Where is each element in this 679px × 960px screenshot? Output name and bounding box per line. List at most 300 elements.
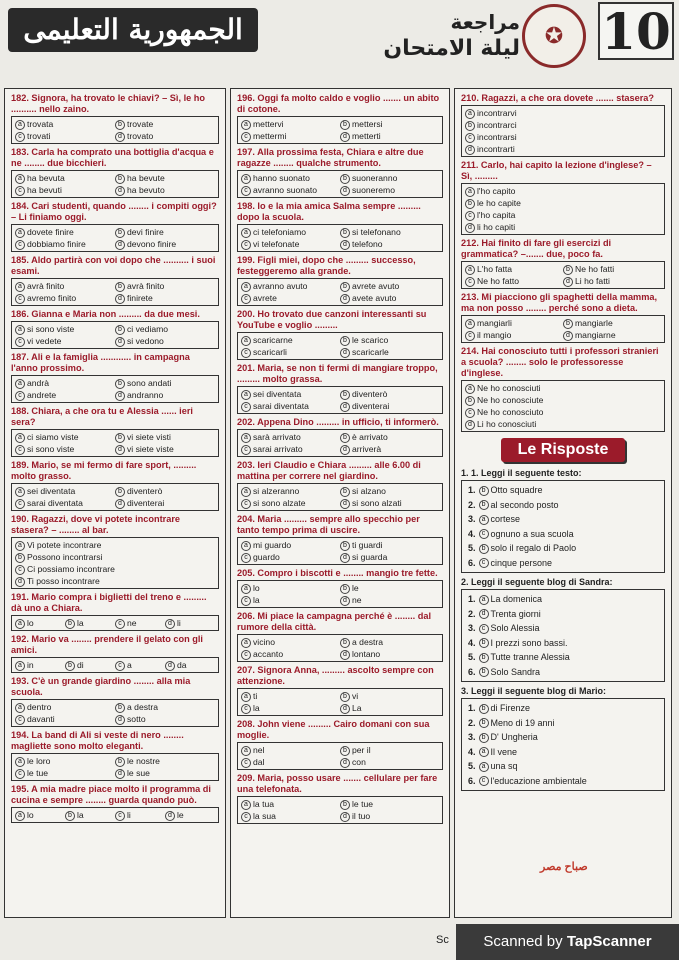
option-a[interactable] (15, 323, 115, 335)
option-a[interactable] (241, 280, 340, 292)
option-d[interactable] (340, 184, 439, 196)
option-d[interactable] (340, 497, 439, 509)
option-letter-icon: c (15, 391, 25, 401)
scanner-badge (456, 924, 679, 960)
option-text: ha bevuto (127, 185, 165, 195)
option-text: si alzano (352, 486, 386, 496)
answer-text: Solo Sandra (490, 666, 541, 677)
option-c[interactable] (241, 756, 340, 768)
option-b[interactable] (340, 280, 439, 292)
option-d[interactable] (340, 400, 439, 412)
option-text: a destra (127, 702, 159, 712)
option-letter-icon: a (241, 228, 251, 238)
option-a[interactable] (15, 172, 115, 184)
option-a[interactable] (241, 690, 340, 702)
option-letter-icon: c (15, 337, 25, 347)
option-d[interactable] (340, 292, 439, 304)
option-b[interactable] (340, 636, 439, 648)
option-letter-icon: a (15, 174, 25, 184)
option-c[interactable] (241, 346, 340, 358)
option-d[interactable] (563, 275, 661, 287)
option-a[interactable] (241, 539, 340, 551)
option-text: avrete avuto (352, 281, 400, 291)
option-c[interactable] (241, 400, 340, 412)
question-item (237, 460, 443, 511)
option-a[interactable] (241, 226, 340, 238)
option-letter-icon: c (241, 132, 251, 142)
option-text: arriverà (352, 444, 382, 454)
option-c[interactable] (465, 131, 661, 143)
option-text: avranno avuto (253, 281, 308, 291)
option-a[interactable] (241, 118, 340, 130)
option-a[interactable] (241, 431, 340, 443)
option-d[interactable] (563, 329, 661, 341)
option-b[interactable] (115, 323, 215, 335)
answer-item (468, 759, 658, 774)
option-d[interactable] (340, 346, 439, 358)
option-text: incontrarsi (477, 132, 517, 142)
option-letter-icon: d (340, 812, 350, 822)
option-text: vi siete visti (127, 432, 171, 442)
option-text: di (77, 660, 84, 670)
question-text: 207. Signora Anna, ......... ascolto sempre con attenzione. (237, 665, 434, 686)
options-box (11, 807, 219, 823)
option-a[interactable] (465, 107, 661, 119)
option-text: avrà finito (127, 281, 165, 291)
option-a[interactable] (15, 701, 115, 713)
answer-number: 3. (468, 623, 476, 633)
options-box (11, 657, 219, 673)
option-a[interactable] (241, 334, 340, 346)
option-b[interactable] (115, 701, 215, 713)
question-item (237, 417, 443, 457)
question-text: 194. La band di Ali si veste di nero ........ magliette sono molto eleganti. (11, 730, 184, 751)
option-letter-icon: a (241, 638, 251, 648)
option-letter-icon: c (15, 499, 25, 509)
option-letter-icon: d (465, 145, 475, 155)
option-text: L'ho fatta (477, 264, 513, 274)
option-d[interactable] (340, 551, 439, 563)
option-c[interactable] (465, 329, 563, 341)
option-d[interactable] (340, 702, 439, 714)
option-letter-icon: c (241, 402, 251, 412)
option-c[interactable] (115, 617, 165, 629)
option-c[interactable] (241, 648, 340, 660)
option-letter-icon: b (340, 746, 350, 756)
option-c[interactable] (241, 184, 340, 196)
option-d[interactable] (340, 810, 439, 822)
option-text: con (352, 757, 366, 767)
option-a[interactable] (15, 539, 215, 551)
option-letter-icon: d (340, 445, 350, 455)
option-text: mangiarle (575, 318, 613, 328)
option-letter-icon: a (15, 120, 25, 130)
option-b[interactable] (340, 798, 439, 810)
option-text: le (177, 810, 184, 820)
options-box (11, 278, 219, 306)
option-b[interactable] (115, 377, 215, 389)
option-text: Ne ho fatto (477, 276, 520, 286)
option-b[interactable] (340, 582, 439, 594)
option-b[interactable] (465, 119, 661, 131)
option-d[interactable] (115, 767, 215, 779)
option-text: sarai arrivato (253, 444, 303, 454)
option-d[interactable] (115, 184, 215, 196)
option-letter-icon: a (15, 661, 25, 671)
question-item (237, 201, 443, 252)
option-text: scaricarne (253, 335, 293, 345)
option-text: Ne ho conosciuti (477, 383, 541, 393)
option-letter-icon: c (465, 277, 475, 287)
column-1 (4, 88, 226, 918)
option-letter-icon: a (241, 800, 251, 810)
option-letter-icon: a (15, 228, 25, 238)
option-letter-icon: b (465, 199, 475, 209)
question-text: 195. A mia madre piace molto il programma di cucina e sempre ........ guarda quando può. (11, 784, 211, 805)
answer-item (468, 592, 658, 607)
option-d[interactable] (115, 497, 215, 509)
option-c[interactable] (465, 275, 563, 287)
option-letter-icon: b (340, 228, 350, 238)
option-a[interactable] (465, 382, 661, 394)
option-text: le tue (352, 799, 374, 809)
option-letter-icon: a (241, 584, 251, 594)
option-text: avrà finito (27, 281, 65, 291)
option-a[interactable] (15, 280, 115, 292)
option-c[interactable] (465, 209, 661, 221)
option-letter-icon: b (465, 396, 475, 406)
option-letter-icon: c (241, 240, 251, 250)
option-letter-icon: d (340, 758, 350, 768)
option-letter-icon: a (15, 703, 25, 713)
option-c[interactable] (465, 406, 661, 418)
question-text: 201. Maria, se non ti fermi di mangiare troppo, ......... molto grassa. (237, 363, 438, 384)
option-b[interactable] (340, 388, 439, 400)
option-d[interactable] (15, 575, 215, 587)
answer-text: al secondo posto (490, 499, 559, 510)
option-letter-icon: a (465, 384, 475, 394)
options-box (11, 321, 219, 349)
option-c[interactable] (15, 563, 215, 575)
option-a[interactable] (465, 263, 563, 275)
option-b[interactable] (115, 485, 215, 497)
option-letter-icon: c (465, 133, 475, 143)
options-box (237, 742, 443, 770)
option-text: per il (352, 745, 371, 755)
answer-item (468, 636, 658, 651)
option-c[interactable] (115, 809, 165, 821)
option-text: metterti (352, 131, 381, 141)
option-c[interactable] (241, 702, 340, 714)
option-d[interactable] (340, 130, 439, 142)
option-text: le sue (127, 768, 150, 778)
option-a[interactable] (241, 744, 340, 756)
question-text: 183. Carla ha comprato una bottiglia d'acqua e ne ........ due bicchieri. (11, 147, 214, 168)
option-a[interactable] (465, 185, 661, 197)
option-a[interactable] (241, 388, 340, 400)
answer-letter-icon: a (479, 515, 489, 525)
option-c[interactable] (15, 389, 115, 401)
option-text: avete avuto (352, 293, 397, 303)
options-box (11, 224, 219, 252)
option-text: dal (253, 757, 265, 767)
options-box (461, 105, 665, 157)
option-letter-icon: b (340, 120, 350, 130)
option-b[interactable] (340, 539, 439, 551)
option-letter-icon: b (115, 433, 125, 443)
option-letter-icon: c (241, 704, 251, 714)
option-b[interactable] (563, 317, 661, 329)
option-d[interactable] (340, 594, 439, 606)
option-b[interactable] (65, 617, 115, 629)
option-text: si alzeranno (253, 486, 300, 496)
option-d[interactable] (340, 443, 439, 455)
option-letter-icon: a (15, 379, 25, 389)
scanner-prefix: Scanned by (483, 933, 567, 950)
option-a[interactable] (241, 582, 340, 594)
option-b[interactable] (340, 226, 439, 238)
option-text: trovati (27, 131, 51, 141)
option-b[interactable] (340, 690, 439, 702)
option-d[interactable] (465, 221, 661, 233)
option-letter-icon: b (340, 487, 350, 497)
answer-text: cortese (490, 514, 521, 524)
option-d[interactable] (115, 443, 215, 455)
answer-item (468, 483, 658, 498)
option-letter-icon: b (115, 703, 125, 713)
option-d[interactable] (165, 659, 215, 671)
option-a[interactable] (241, 636, 340, 648)
option-letter-icon: d (115, 294, 125, 304)
answer-number: 3. (468, 732, 476, 742)
option-c[interactable] (241, 594, 340, 606)
question-text: 192. Mario va ........ prendere il gelato con gli amici. (11, 634, 203, 655)
option-letter-icon: d (340, 402, 350, 412)
option-text: il mangio (477, 330, 512, 340)
option-text: finirete (127, 293, 153, 303)
option-letter-icon: a (15, 619, 25, 629)
option-text: trovata (27, 119, 54, 129)
option-letter-icon: d (340, 240, 350, 250)
option-text: nel (253, 745, 265, 755)
option-c[interactable] (15, 238, 115, 250)
option-text: la (77, 618, 84, 628)
question-text: 189. Mario, se mi fermo di fare sport, ......... molto grasso. (11, 460, 197, 481)
answer-text: I prezzi sono bassi. (490, 637, 568, 648)
option-text: ne (127, 618, 137, 628)
option-text: scaricarli (253, 347, 287, 357)
option-text: lontano (352, 649, 381, 659)
option-a[interactable] (241, 485, 340, 497)
option-letter-icon: c (15, 565, 25, 575)
option-c[interactable] (241, 292, 340, 304)
option-letter-icon: d (340, 132, 350, 142)
option-text: si sono viste (27, 324, 75, 334)
question-item (237, 568, 443, 608)
option-b[interactable] (115, 172, 215, 184)
option-d[interactable] (115, 389, 215, 401)
option-letter-icon: c (241, 186, 251, 196)
option-letter-icon: c (241, 348, 251, 358)
option-text: Li ho conosciuti (477, 419, 537, 429)
option-c[interactable] (241, 238, 340, 250)
option-c[interactable] (241, 810, 340, 822)
answer-letter-icon: c (479, 776, 489, 786)
option-d[interactable] (115, 238, 215, 250)
option-a[interactable] (241, 798, 340, 810)
option-b[interactable] (340, 485, 439, 497)
option-b[interactable] (115, 118, 215, 130)
option-letter-icon: b (563, 319, 573, 329)
option-text: la (253, 703, 260, 713)
option-b[interactable] (15, 551, 215, 563)
answer-letter-icon: a (479, 595, 489, 605)
option-letter-icon: b (65, 811, 75, 821)
option-a[interactable] (15, 617, 65, 629)
option-a[interactable] (465, 317, 563, 329)
option-text: diventerò (352, 389, 388, 399)
option-b[interactable] (65, 809, 115, 821)
option-letter-icon: b (340, 390, 350, 400)
option-a[interactable] (241, 172, 340, 184)
option-d[interactable] (165, 809, 215, 821)
option-c[interactable] (15, 713, 115, 725)
option-text: avrete (253, 293, 277, 303)
option-text: lo (27, 810, 34, 820)
answer-number: 3. (468, 514, 476, 524)
option-text: andrà (27, 378, 49, 388)
option-a[interactable] (15, 118, 115, 130)
option-letter-icon: a (15, 541, 25, 551)
option-d[interactable] (340, 238, 439, 250)
option-text: andranno (127, 390, 164, 400)
option-c[interactable] (15, 335, 115, 347)
option-d[interactable] (115, 335, 215, 347)
option-c[interactable] (241, 551, 340, 563)
option-text: sei diventata (27, 486, 76, 496)
option-letter-icon: b (65, 619, 75, 629)
option-letter-icon: a (15, 811, 25, 821)
option-letter-icon: b (340, 541, 350, 551)
option-b[interactable] (340, 334, 439, 346)
option-text: mettersi (352, 119, 383, 129)
option-letter-icon: c (241, 758, 251, 768)
question-item (11, 309, 219, 349)
question-item (237, 309, 443, 360)
option-a[interactable] (15, 659, 65, 671)
options-box (461, 315, 665, 343)
option-b[interactable] (465, 394, 661, 406)
answers-list (461, 468, 665, 791)
option-text: ha bevuti (27, 185, 62, 195)
option-b[interactable] (465, 197, 661, 209)
option-text: diventerai (127, 498, 165, 508)
option-letter-icon: b (340, 638, 350, 648)
options-box (11, 429, 219, 457)
option-b[interactable] (340, 118, 439, 130)
option-b[interactable] (115, 226, 215, 238)
option-d[interactable] (465, 143, 661, 155)
option-c[interactable] (241, 443, 340, 455)
options-box (11, 116, 219, 144)
answer-number: 5. (468, 652, 476, 662)
answer-item (468, 716, 658, 731)
option-text: sarai diventata (27, 498, 83, 508)
option-c[interactable] (15, 443, 115, 455)
option-c[interactable] (115, 659, 165, 671)
option-a[interactable] (15, 809, 65, 821)
option-text: ti (253, 691, 258, 701)
option-b[interactable] (340, 431, 439, 443)
option-text: sei diventata (253, 389, 302, 399)
option-c[interactable] (15, 292, 115, 304)
option-letter-icon: d (340, 553, 350, 563)
option-b[interactable] (563, 263, 661, 275)
option-letter-icon: b (340, 800, 350, 810)
option-letter-icon: a (15, 282, 25, 292)
option-a[interactable] (15, 485, 115, 497)
options-box (237, 332, 443, 360)
option-c[interactable] (241, 130, 340, 142)
option-b[interactable] (115, 280, 215, 292)
option-a[interactable] (15, 226, 115, 238)
option-d[interactable] (115, 713, 215, 725)
option-d[interactable] (340, 648, 439, 660)
answer-item (468, 512, 658, 527)
option-letter-icon: a (465, 109, 475, 119)
option-a[interactable] (15, 377, 115, 389)
options-box (237, 224, 443, 252)
answers-box (461, 589, 665, 682)
option-a[interactable] (15, 755, 115, 767)
option-letter-icon: b (340, 174, 350, 184)
option-d[interactable] (465, 418, 661, 430)
option-b[interactable] (340, 172, 439, 184)
option-c[interactable] (15, 497, 115, 509)
option-text: sono andati (127, 378, 172, 388)
watermark: صباح مصر (540, 861, 588, 873)
option-c[interactable] (241, 497, 340, 509)
option-letter-icon: b (340, 584, 350, 594)
option-c[interactable] (15, 767, 115, 779)
option-text: si sono viste (27, 444, 75, 454)
question-item (11, 93, 219, 144)
answer-letter-icon: b (479, 704, 489, 714)
question-item (237, 611, 443, 662)
option-letter-icon: d (340, 186, 350, 196)
option-b[interactable] (115, 431, 215, 443)
question-text: 182. Signora, ha trovato le chiavi? – Sì, le ho .......... nello zaino. (11, 93, 206, 114)
page-title (330, 10, 520, 61)
option-d[interactable] (340, 756, 439, 768)
answers-box (461, 480, 665, 573)
question-text: 212. Hai finito di fare gli esercizi di grammatica? –....... due, poco fa. (461, 238, 612, 259)
option-text: vi vedete (27, 336, 62, 346)
option-b[interactable] (65, 659, 115, 671)
option-c[interactable] (15, 184, 115, 196)
option-d[interactable] (165, 617, 215, 629)
options-box (237, 688, 443, 716)
option-text: telefono (352, 239, 383, 249)
option-b[interactable] (340, 744, 439, 756)
option-d[interactable] (115, 292, 215, 304)
option-c[interactable] (15, 130, 115, 142)
option-d[interactable] (115, 130, 215, 142)
option-a[interactable] (15, 431, 115, 443)
answers-section-heading: 3. Leggi il seguente blog di Mario: (461, 686, 607, 696)
answer-letter-icon: c (479, 529, 489, 539)
option-b[interactable] (115, 755, 215, 767)
